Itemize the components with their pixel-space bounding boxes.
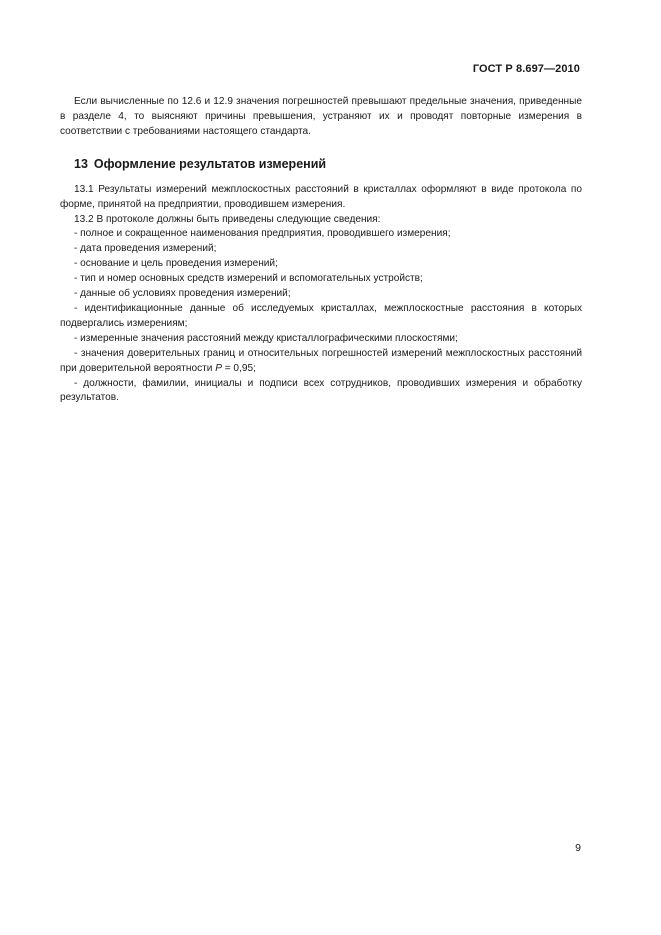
list-item: - основание и цель проведения измерений; — [74, 258, 278, 270]
clause-13-1: 13.1 Результаты измерений межплоскостных расстояний в кристаллах оформляют в виде протокола по форме, принятой на предприятии, проводившем измерения. — [60, 183, 582, 210]
section-title: Оформление результатов измерений — [93, 156, 327, 171]
page-body — [60, 95, 582, 406]
list-item: - дата проведения измерений; — [74, 243, 217, 255]
list-item: - идентификационные данные об исследуемых кристаллах, межплоскостные расстояния в которых подвергались измерениям; — [60, 302, 582, 329]
clause-13-2: 13.2 В протоколе должны быть приведены следующие сведения: — [74, 213, 381, 225]
list-item: - полное и сокращенное наименования предприятия, проводившего измерения; — [74, 228, 451, 240]
list-item: - должности, фамилии, инициалы и подписи всех сотрудников, проводивших измерения и обработку результатов. — [60, 377, 582, 404]
document-id-header: ГОСТ Р 8.697—2010 — [472, 63, 580, 75]
confidence-text-before: - значения доверительных границ и относительных погрешностей измерений межплоскостных расстояний при доверительной вероятности — [60, 347, 582, 374]
list-item-confidence — [60, 347, 582, 377]
intro-paragraph: Если вычисленные по 12.6 и 12.9 значения погрешностей превышают предельные значения, приведенные в разделе 4, то выясняют причины превышения, устраняют их и проводят повторные измерения в соответствии с требованиями настоящего стандарта. — [60, 96, 582, 137]
list-item: - измеренные значения расстояний между кристаллографическими плоскостями; — [74, 332, 458, 344]
section-heading — [74, 156, 582, 172]
section-number: 13 — [74, 156, 88, 171]
confidence-text-after: = 0,95; — [221, 362, 256, 374]
list-item: - тип и номер основных средств измерений и вспомогательных устройств; — [74, 273, 423, 285]
list-item: - данные об условиях проведения измерений; — [74, 288, 291, 300]
probability-variable: P — [215, 362, 222, 374]
page-number: 9 — [575, 842, 581, 854]
